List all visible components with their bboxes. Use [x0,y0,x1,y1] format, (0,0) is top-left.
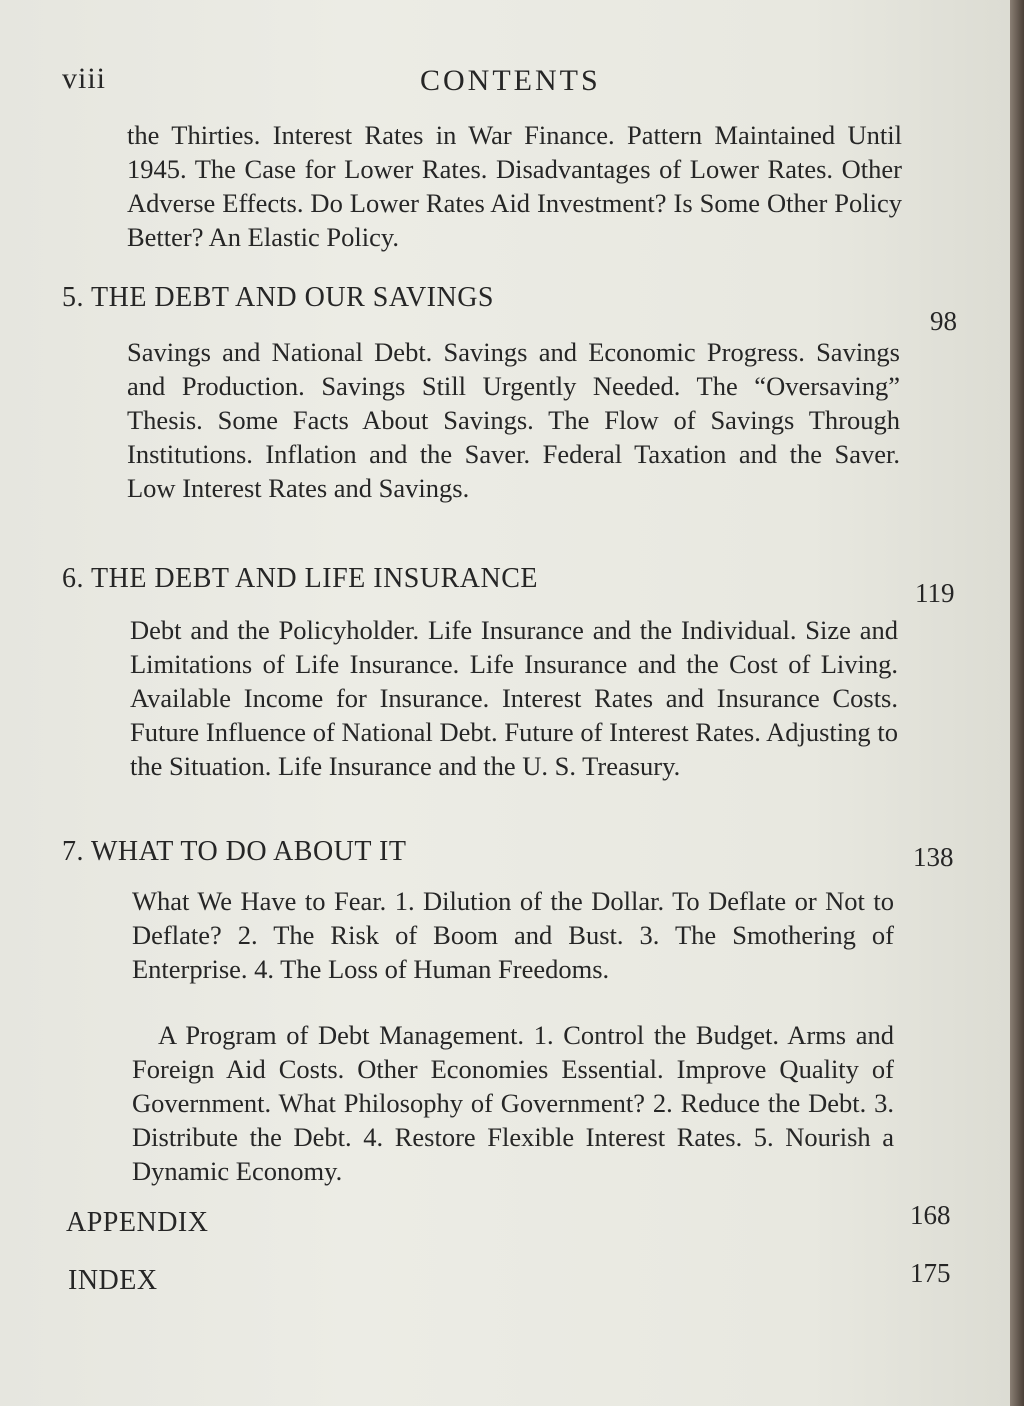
chapter-5-title: 5. THE DEBT AND OUR SAVINGS [62,282,494,313]
book-spine-edge [1010,0,1024,1406]
chapter-7-summary-continued: A Program of Debt Management. 1. Control the Budget. Arms and Foreign Aid Costs. Other Economies Essential. Improve Quality of Government. What Philosophy of Government? 2. Reduce the Debt. 3. Distribute the Debt. 4. Restore Flexible Interest Rates. 5. Nourish a Dynamic Economy. [132,1020,894,1186]
chapter-5-page: 98 [930,306,957,336]
continued-summary: the Thirties. Interest Rates in War Finance. Pattern Maintained Until 1945. The Case for Lower Rates. Disadvantages of Lower Rates. Other Adverse Effects. Do Lower Rates Aid Investment? Is Some Other Policy Better? An Elastic Policy. [127,120,902,252]
chapter-6-title: 6. THE DEBT AND LIFE INSURANCE [62,563,538,594]
chapter-7-page: 138 [913,842,954,872]
index-page: 175 [910,1258,951,1288]
chapter-5-summary: Savings and National Debt. Savings and Economic Progress. Savings and Production. Savings Still Urgently Needed. The “Oversaving” Thesis. Some Facts About Savings. The Flow of Savings Through Institutions. Inflation and the Saver. Federal Taxation and the Saver. Low Interest Rates and Savings. [127,337,900,503]
chapter-7-summary: What We Have to Fear. 1. Dilution of the Dollar. To Deflate or Not to Deflate? 2. The Risk of Boom and Bust. 3. The Smothering of Enterprise. 4. The Loss of Human Freedoms. [132,886,894,984]
chapter-7-title: 7. WHAT TO DO ABOUT IT [62,836,407,867]
appendix-title: APPENDIX [66,1207,209,1238]
page-folio: viii [62,62,107,95]
chapter-6-page: 119 [915,578,955,608]
appendix-page: 168 [910,1200,951,1230]
index-title: INDEX [68,1265,158,1296]
chapter-6-summary: Debt and the Policyholder. Life Insurance and the Individual. Size and Limitations of Life Insurance. Life Insurance and the Cost of Living. Available Income for Insurance. Interest Rates and Insurance Costs. Future Influence of National Debt. Future of Interest Rates. Adjusting to the Situation. Life Insurance and the U. S. Treasury. [130,615,898,781]
running-head: CONTENTS [420,64,601,97]
